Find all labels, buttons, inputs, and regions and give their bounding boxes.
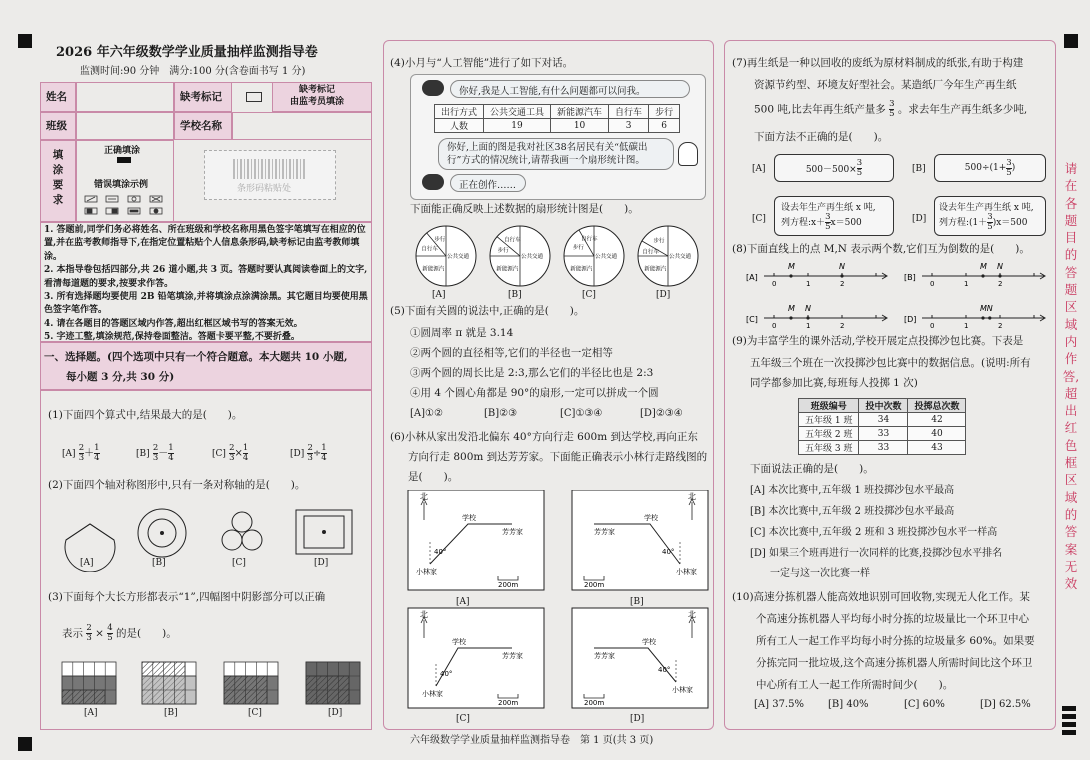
pie-slice-label: 自行车 bbox=[642, 249, 659, 256]
q4-th-1: 公共交通工具 bbox=[484, 105, 551, 119]
north-label: 北 bbox=[688, 492, 696, 501]
q6-route-maps bbox=[406, 490, 712, 712]
name-label: 姓名 bbox=[46, 91, 67, 103]
q2-label-d: [D] bbox=[314, 558, 329, 568]
q5-stem: (5)下面有关圆的说法中,正确的是( )。 bbox=[390, 305, 585, 317]
absent-note: 缺考标记 由监考员填涂 bbox=[290, 85, 345, 107]
q10-stem-5: 中心所有工人一起工作所需时间少( )。 bbox=[756, 679, 954, 691]
tick-label: 1 bbox=[964, 322, 969, 330]
q9-th-1: 投中次数 bbox=[859, 399, 908, 413]
q4-td-3: 3 bbox=[609, 119, 649, 133]
q4-data-table bbox=[434, 104, 680, 133]
q4-bubble-ai-2: 正在创作…… bbox=[450, 174, 526, 192]
point-n bbox=[988, 316, 991, 319]
q5-s2: ②两个圆的直径相等,它们的半径也一定相等 bbox=[410, 347, 613, 359]
q5-s3: ③两个圆的周长比是 2:3,那么它们的半径比也是 2:3 bbox=[410, 367, 654, 379]
q10-stem: (10)高速分拣机器人能高效地识别可回收物,实现无人化工作。某 bbox=[732, 591, 1030, 603]
section1-title-2: 每小题 3 分,共 30 分) bbox=[66, 371, 175, 383]
q2-figures bbox=[56, 500, 356, 572]
q4-label-c: [C] bbox=[582, 290, 596, 300]
q8-label: [C] bbox=[746, 315, 758, 324]
page-footer: 六年级数学学业质量抽样监测指导卷 第 1 页(共 3 页) bbox=[410, 735, 654, 746]
robot-icon-2 bbox=[422, 174, 444, 190]
q4-th-4: 步行 bbox=[649, 105, 680, 119]
q9-option-a[interactable]: [A] 本次比赛中,五年级 1 班投掷沙包水平最高 bbox=[750, 485, 955, 496]
q7-label-d: [D] bbox=[912, 214, 927, 224]
point-label: N bbox=[805, 304, 811, 313]
q9-option-d[interactable]: [D] 如果三个班再进行一次同样的比赛,投掷沙包水平排名 bbox=[750, 548, 1003, 559]
note-1: 1. 答题前,同学们务必将姓名、所在班级和学校名称用黑色签字笔填写在相应的位置,并在监考教师指导下,在指定位置粘贴个人信息条形码,缺考标记由监考教师填涂。 bbox=[44, 225, 366, 262]
q7-d-line1: 设去年生产再生纸 x 吨, bbox=[939, 203, 1034, 213]
exam-meta: 监测时间:90 分钟 满分:100 分(含卷面书写 1 分) bbox=[80, 66, 306, 77]
tick-label: 2 bbox=[998, 322, 1003, 330]
q4-th-3: 自行车 bbox=[609, 105, 649, 119]
q8-label: [A] bbox=[746, 273, 758, 282]
q8-stem: (8)下面直线上的点 M,N 表示两个数,它们互为倒数的是( )。 bbox=[732, 243, 1030, 255]
corner-mark-tr bbox=[1064, 34, 1078, 48]
q9-stem-2: 五年级三个班在一次投掷沙包比赛中的数据信息。(说明:所有 bbox=[750, 357, 1031, 369]
correct-fill-label: 正确填涂 bbox=[104, 146, 141, 156]
q7-stem-3: 500 吨,比去年再生纸产量多 $\frac{3}{5}$ 。求去年生产再生纸多少吨, bbox=[754, 99, 1028, 119]
q9-r2-c1: 33 bbox=[859, 441, 908, 455]
q4-td-2: 10 bbox=[551, 119, 609, 133]
scale-label: 200m bbox=[584, 581, 605, 589]
north-label: 北 bbox=[420, 492, 428, 501]
q9-r1-c0: 五年级 2 班 bbox=[799, 427, 859, 441]
q3-stem-2: 表示 $\frac{2}{3}$ × $\frac{4}{5}$ 的是( )。 bbox=[62, 623, 177, 643]
q10-option-c[interactable]: [C] 60% bbox=[904, 699, 945, 710]
q3-label-c: [C] bbox=[248, 708, 262, 718]
q3-label-d: [D] bbox=[328, 708, 343, 718]
pie-slice-label: 步行 bbox=[572, 245, 584, 251]
pie-slice-label: 自行车 bbox=[421, 246, 438, 253]
tick-label: 1 bbox=[806, 322, 811, 330]
pie-slice-label: 自行车 bbox=[504, 237, 521, 244]
pie-slice-label: 步行 bbox=[434, 237, 446, 244]
q5-s1: ①圆周率 π 就是 3.14 bbox=[410, 327, 514, 339]
q7-stem-2: 资源节约型、环境友好型社会。某造纸厂今年生产再生纸 bbox=[754, 79, 1017, 91]
point-label: M bbox=[980, 262, 987, 271]
pie-slice-label: 公共交通 bbox=[520, 254, 544, 260]
q4-th-2: 新能源汽车 bbox=[551, 105, 609, 119]
q4-bubble-ai-1: 你好,我是人工智能,有什么问题都可以问我。 bbox=[450, 80, 690, 98]
fill-requirement-label: 填涂要求 bbox=[52, 149, 64, 206]
q9-r2-c2: 43 bbox=[908, 441, 966, 455]
lin-home-label: 小林家 bbox=[676, 568, 697, 576]
q10-stem-2: 个高速分拣机器人平均每小时分拣的垃圾量比一个环卫中心 bbox=[756, 613, 1029, 625]
tick-label: 1 bbox=[806, 280, 811, 288]
q6-stem-2: 方向行走 800m 到达芳芳家。下面能正确表示小林行走路线图的 bbox=[408, 451, 708, 463]
school-label: 学校名称 bbox=[180, 120, 222, 132]
q8-option-c[interactable] bbox=[746, 304, 887, 330]
point-label: N bbox=[997, 262, 1003, 271]
q8-label: [D] bbox=[904, 315, 917, 324]
q7-stem: (7)再生纸是一种以回收的废纸为原材料制成的纸张,有助于构建 bbox=[732, 57, 1024, 69]
pie-slice-label: 新能源汽 bbox=[644, 266, 667, 273]
corner-mark-tl bbox=[18, 34, 32, 48]
point-label: N bbox=[839, 262, 845, 271]
q4-td-0: 人数 bbox=[435, 119, 484, 133]
school-label: 学校 bbox=[462, 514, 476, 522]
q4-pie-options bbox=[410, 222, 710, 290]
q6-stem-3: 是( )。 bbox=[408, 471, 459, 483]
q1-option-d[interactable]: [D] $\frac{2}{3}$ ÷ $\frac{1}{4}$ bbox=[290, 443, 327, 463]
q7-option-a[interactable]: 500－500× $\frac{3}{5}$ bbox=[774, 154, 894, 182]
lin-home-label: 小林家 bbox=[672, 686, 693, 694]
school-label: 学校 bbox=[642, 638, 656, 646]
q4-pie-b[interactable] bbox=[490, 226, 550, 286]
q7-d-line2: 列方程:(1＋ $\frac{3}{5}$ )x＝500 bbox=[939, 212, 1028, 232]
school-field[interactable] bbox=[232, 112, 372, 140]
lin-home-label: 小林家 bbox=[416, 568, 437, 576]
q4-pie-c[interactable] bbox=[564, 226, 624, 286]
pie-slice-label: 新能源汽 bbox=[570, 266, 593, 273]
tick-label: 0 bbox=[772, 280, 777, 288]
scale-label: 200m bbox=[498, 699, 519, 707]
q4-label-b: [B] bbox=[508, 290, 522, 300]
absent-mark-box[interactable] bbox=[246, 92, 262, 102]
q7-option-b[interactable]: 500÷(1+ $\frac{3}{5}$ ) bbox=[934, 154, 1046, 182]
tick-label: 0 bbox=[930, 322, 935, 330]
q9-table bbox=[798, 398, 966, 455]
point-label: M bbox=[788, 304, 795, 313]
q1-option-b[interactable]: [B] $\frac{2}{3}$ － $\frac{1}{4}$ bbox=[136, 443, 174, 463]
q6-label-c: [C] bbox=[456, 714, 470, 724]
lin-home-label: 小林家 bbox=[422, 690, 443, 698]
q9-th-2: 投掷总次数 bbox=[908, 399, 966, 413]
q5-option-d[interactable]: [D]②③④ bbox=[640, 408, 683, 419]
q9-stem: (9)为丰富学生的课外活动,学校开展定点投掷沙包比赛。下表是 bbox=[732, 335, 1024, 347]
school-label: 学校 bbox=[644, 514, 658, 522]
q10-stem-4: 分拣完同一批垃圾,这个高速分拣机器人所需时间比这个环卫 bbox=[756, 657, 1033, 669]
q9-ask: 下面说法正确的是( )。 bbox=[750, 463, 874, 475]
barcode-area bbox=[204, 150, 336, 200]
q3-stem: (3)下面每个大长方形都表示“1”,四幅图中阴影部分可以正确 bbox=[48, 591, 326, 603]
angle-label: 40° bbox=[662, 548, 675, 556]
angle-label: 40° bbox=[434, 548, 447, 556]
q9-r0-c0: 五年级 1 班 bbox=[799, 413, 859, 427]
q9-r1-c2: 40 bbox=[908, 427, 966, 441]
class-label: 班级 bbox=[46, 120, 67, 132]
tick-label: 2 bbox=[840, 280, 845, 288]
scale-label: 200m bbox=[584, 699, 605, 707]
barcode-icon bbox=[233, 159, 307, 179]
q6-map-c[interactable] bbox=[408, 608, 544, 708]
q8-option-d[interactable] bbox=[904, 304, 1045, 330]
q4-th-0: 出行方式 bbox=[435, 105, 484, 119]
fang-home-label: 芳芳家 bbox=[594, 528, 615, 536]
tick-label: 2 bbox=[840, 322, 845, 330]
q7-stem-4: 下面方法不正确的是( )。 bbox=[754, 131, 889, 143]
pie-slice-label: 公共交通 bbox=[668, 254, 692, 260]
q9-r0-c1: 34 bbox=[859, 413, 908, 427]
q6-label-a: [A] bbox=[456, 597, 470, 607]
tick-label: 1 bbox=[964, 280, 969, 288]
q7-label-b: [B] bbox=[912, 164, 926, 174]
q4-stem: (4)小月与“人工智能”进行了如下对话。 bbox=[390, 57, 574, 69]
point-n bbox=[840, 274, 843, 277]
point-label: N bbox=[986, 304, 993, 313]
q8-number-lines bbox=[746, 258, 1052, 330]
q5-option-a[interactable]: [A]①② bbox=[410, 408, 443, 419]
corner-mark-br bbox=[1062, 706, 1076, 735]
q7-c-line2: 列方程:x＋ $\frac{3}{5}$ x＝500 bbox=[781, 212, 862, 232]
class-field[interactable] bbox=[76, 112, 174, 140]
side-warning: 请在各题目的答题区域内作答,超出红色框区域的答案无效 bbox=[1062, 161, 1080, 592]
q2-figure-c[interactable] bbox=[232, 512, 252, 532]
q4-bubble-user: 你好,上面的图是我对社区38名居民有关“低碳出行”方式的情况统计,请帮我画一个扇形统计图。 bbox=[438, 138, 674, 170]
north-label: 北 bbox=[420, 610, 428, 619]
q9-r2-c0: 五年级 3 班 bbox=[799, 441, 859, 455]
pie-slice-label: 公共交通 bbox=[446, 254, 470, 260]
q2-stem: (2)下面四个轴对称图形中,只有一条对称轴的是( )。 bbox=[48, 479, 306, 491]
q6-map-b[interactable] bbox=[572, 490, 708, 590]
q4-pie-d[interactable] bbox=[638, 226, 698, 286]
q1-option-c[interactable]: [C] $\frac{2}{3}$ × $\frac{1}{4}$ bbox=[212, 443, 249, 463]
q6-stem: (6)小林从家出发沿北偏东 40°方向行走 600m 到达学校,再向正东 bbox=[390, 431, 698, 443]
q6-map-d[interactable] bbox=[572, 608, 708, 708]
note-5: 5. 字迹工整,填涂规范,保持卷面整洁。答题卡要平整,不要折叠。 bbox=[44, 332, 300, 343]
point-label: M bbox=[980, 304, 987, 313]
q10-option-b[interactable]: [B] 40% bbox=[828, 699, 869, 710]
q7-option-d[interactable] bbox=[934, 196, 1046, 236]
angle-label: 40° bbox=[440, 670, 453, 678]
robot-icon bbox=[422, 80, 444, 96]
q1-stem: (1)下面四个算式中,结果最大的是( )。 bbox=[48, 409, 243, 421]
point-m bbox=[789, 316, 792, 319]
point-m bbox=[789, 274, 792, 277]
q1-option-a[interactable]: [A] $\frac{2}{3}$ ＋ $\frac{1}{4}$ bbox=[62, 443, 100, 463]
wrong-fill-label: 错误填涂示例 bbox=[94, 180, 149, 190]
q7-label-a: [A] bbox=[752, 164, 766, 174]
q9-option-d-2: 一定与这一次比赛一样 bbox=[770, 568, 870, 579]
pie-slice-label: 自行车 bbox=[581, 236, 598, 243]
q2-label-b: [B] bbox=[152, 558, 166, 568]
north-label: 北 bbox=[688, 610, 696, 619]
exam-title: 2026 年六年级数学学业质量抽样监测指导卷 bbox=[56, 45, 318, 60]
q5-s4: ④用 4 个圆心角都是 90°的扇形,一定可以拼成一个圆 bbox=[410, 387, 659, 399]
q6-map-a[interactable] bbox=[408, 490, 544, 590]
q5-option-c[interactable]: [C]①③④ bbox=[560, 408, 603, 419]
pie-slice-label: 步行 bbox=[653, 238, 665, 245]
q7-c-line1: 设去年生产再生纸 x 吨, bbox=[781, 203, 876, 213]
q6-label-b: [B] bbox=[630, 597, 644, 607]
tick-label: 0 bbox=[772, 322, 777, 330]
note-2: 2. 本指导卷包括四部分,共 26 道小题,共 3 页。答题时要认真阅读卷面上的文字,看清每道题的要求,按要求作答。 bbox=[44, 265, 368, 289]
point-label: M bbox=[788, 262, 795, 271]
point-m bbox=[981, 316, 984, 319]
q3-grids bbox=[60, 660, 370, 712]
q9-th-0: 班级编号 bbox=[799, 399, 859, 413]
q3-label-b: [B] bbox=[164, 708, 178, 718]
name-field[interactable] bbox=[76, 82, 174, 112]
q4-td-4: 6 bbox=[649, 119, 680, 133]
fang-home-label: 芳芳家 bbox=[502, 528, 523, 536]
notes-text bbox=[44, 224, 368, 345]
q2-label-c: [C] bbox=[232, 558, 246, 568]
school-label: 学校 bbox=[452, 638, 466, 646]
pie-slice-label: 步行 bbox=[497, 247, 509, 254]
scale-label: 200m bbox=[498, 581, 519, 589]
absent-label: 缺考标记 bbox=[180, 91, 222, 103]
point-m bbox=[981, 274, 984, 277]
q9-r1-c1: 33 bbox=[859, 427, 908, 441]
q7-label-c: [C] bbox=[752, 214, 766, 224]
q9-stem-3: 同学都参加比赛,每班每人投掷 1 次) bbox=[750, 377, 918, 389]
q4-ask: 下面能正确反映上述数据的扇形统计图是( )。 bbox=[410, 203, 639, 215]
q9-option-b[interactable]: [B] 本次比赛中,五年级 2 班投掷沙包水平最高 bbox=[750, 506, 955, 517]
q9-option-c[interactable]: [C] 本次比赛中,五年级 2 班和 3 班投掷沙包水平一样高 bbox=[750, 527, 998, 538]
q8-option-a[interactable] bbox=[746, 262, 887, 288]
note-4: 4. 请在各题目的答题区域内作答,超出红框区域书写的答案无效。 bbox=[44, 318, 303, 329]
q10-option-d[interactable]: [D] 62.5% bbox=[980, 699, 1031, 710]
tick-label: 0 bbox=[930, 280, 935, 288]
q3-label-a: [A] bbox=[84, 708, 98, 718]
student-avatar-icon bbox=[678, 142, 698, 166]
q7-option-c[interactable] bbox=[774, 196, 894, 236]
note-3: 3. 所有选择题均要使用 2B 铅笔填涂,并将填涂点涂满涂黑。其它题目均要使用黑色签字笔作答。 bbox=[44, 292, 368, 316]
pie-slice-label: 公共交通 bbox=[594, 254, 618, 260]
fang-home-label: 芳芳家 bbox=[502, 652, 523, 660]
barcode-label: 条形码粘贴处 bbox=[237, 184, 292, 194]
q4-td-1: 19 bbox=[484, 119, 551, 133]
q4-label-d: [D] bbox=[656, 290, 671, 300]
pie-slice-label: 新能源汽 bbox=[422, 266, 445, 273]
section1-title: 一、选择题。(四个选项中只有一个符合题意。本大题共 10 小题, bbox=[44, 351, 348, 363]
q9-r0-c2: 42 bbox=[908, 413, 966, 427]
q4-label-a: [A] bbox=[432, 290, 446, 300]
q5-option-b[interactable]: [B]②③ bbox=[484, 408, 518, 419]
corner-mark-bl bbox=[18, 737, 32, 751]
q2-label-a: [A] bbox=[80, 558, 94, 568]
fang-home-label: 芳芳家 bbox=[594, 652, 615, 660]
q8-label: [B] bbox=[904, 273, 916, 282]
angle-label: 40° bbox=[658, 666, 671, 674]
point-n bbox=[998, 274, 1001, 277]
pie-slice-label: 新能源汽 bbox=[496, 266, 519, 273]
q4-pie-a[interactable] bbox=[416, 226, 476, 286]
q10-stem-3: 所有工人一起工作平均每小时分拣的垃圾量多 60%。如果要 bbox=[756, 635, 1035, 647]
tick-label: 2 bbox=[998, 280, 1003, 288]
q6-label-d: [D] bbox=[630, 714, 645, 724]
q8-option-b[interactable] bbox=[904, 262, 1045, 288]
q10-option-a[interactable]: [A] 37.5% bbox=[754, 699, 804, 710]
point-n bbox=[806, 316, 809, 319]
